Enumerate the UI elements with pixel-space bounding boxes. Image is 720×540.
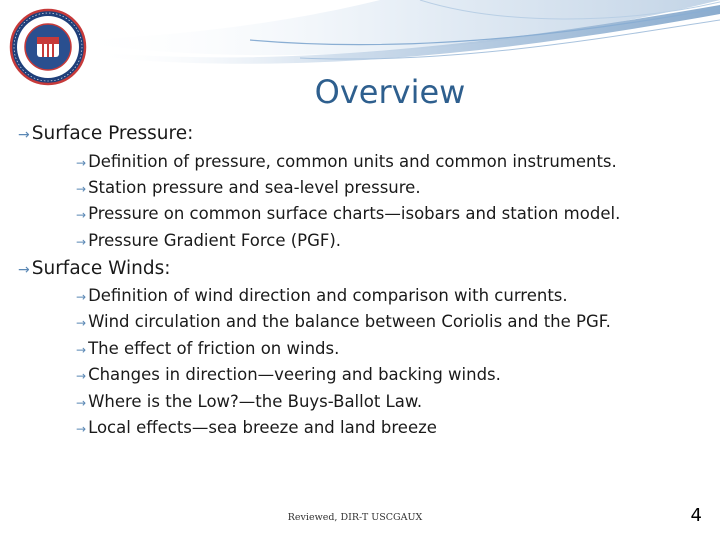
page-number: 4 [690,505,702,526]
bullet-arrow-icon: → [76,156,87,170]
section-heading-label: Surface Pressure: [31,123,194,144]
list-item-text: Pressure on common surface charts—isobars and station model. [88,204,621,223]
list-item-text: Where is the Low?—the Buys-Ballot Law. [88,392,423,411]
bullet-arrow-icon: → [76,369,87,383]
bullet-arrow-icon: → [76,182,87,196]
section-heading-surface-pressure [18,123,193,144]
list-item [76,339,339,358]
bullet-arrow-icon: → [76,343,87,357]
bullet-arrow-icon: → [76,290,87,304]
bullet-arrow-icon: → [76,396,87,410]
slide-title: Overview [314,73,466,111]
bullet-arrow-icon: → [76,235,87,249]
list-item [76,392,422,411]
list-item-text: Station pressure and sea-level pressure. [88,178,421,197]
list-item [76,178,421,197]
list-item-text: Definition of wind direction and comparison with currents. [88,286,568,305]
list-item [76,312,611,331]
section-heading-surface-winds [18,258,170,279]
bullet-arrow-icon: → [76,422,87,436]
coast-guard-auxiliary-seal-icon [8,4,88,90]
list-item-text: Definition of pressure, common units and common instruments. [88,152,617,171]
list-item [76,365,501,384]
bullet-arrow-icon: → [76,208,87,222]
bullet-arrow-icon: → [18,127,30,143]
slide-footer: Reviewed, DIR-T USCGAUX [287,512,423,523]
list-item [76,231,341,250]
list-item-text: Pressure Gradient Force (PGF). [88,231,342,250]
list-item-text: The effect of friction on winds. [88,339,340,358]
list-item-text: Wind circulation and the balance between Coriolis and the PGF. [88,312,611,331]
list-item [76,286,568,305]
list-item-text: Local effects—sea breeze and land breeze [88,418,437,437]
list-item [76,204,620,223]
section-heading-label: Surface Winds: [31,258,171,279]
list-item [76,152,617,171]
list-item-text: Changes in direction—veering and backing winds. [88,365,501,384]
bullet-arrow-icon: → [76,316,87,330]
bullet-arrow-icon: → [18,262,30,278]
list-item [76,418,437,437]
